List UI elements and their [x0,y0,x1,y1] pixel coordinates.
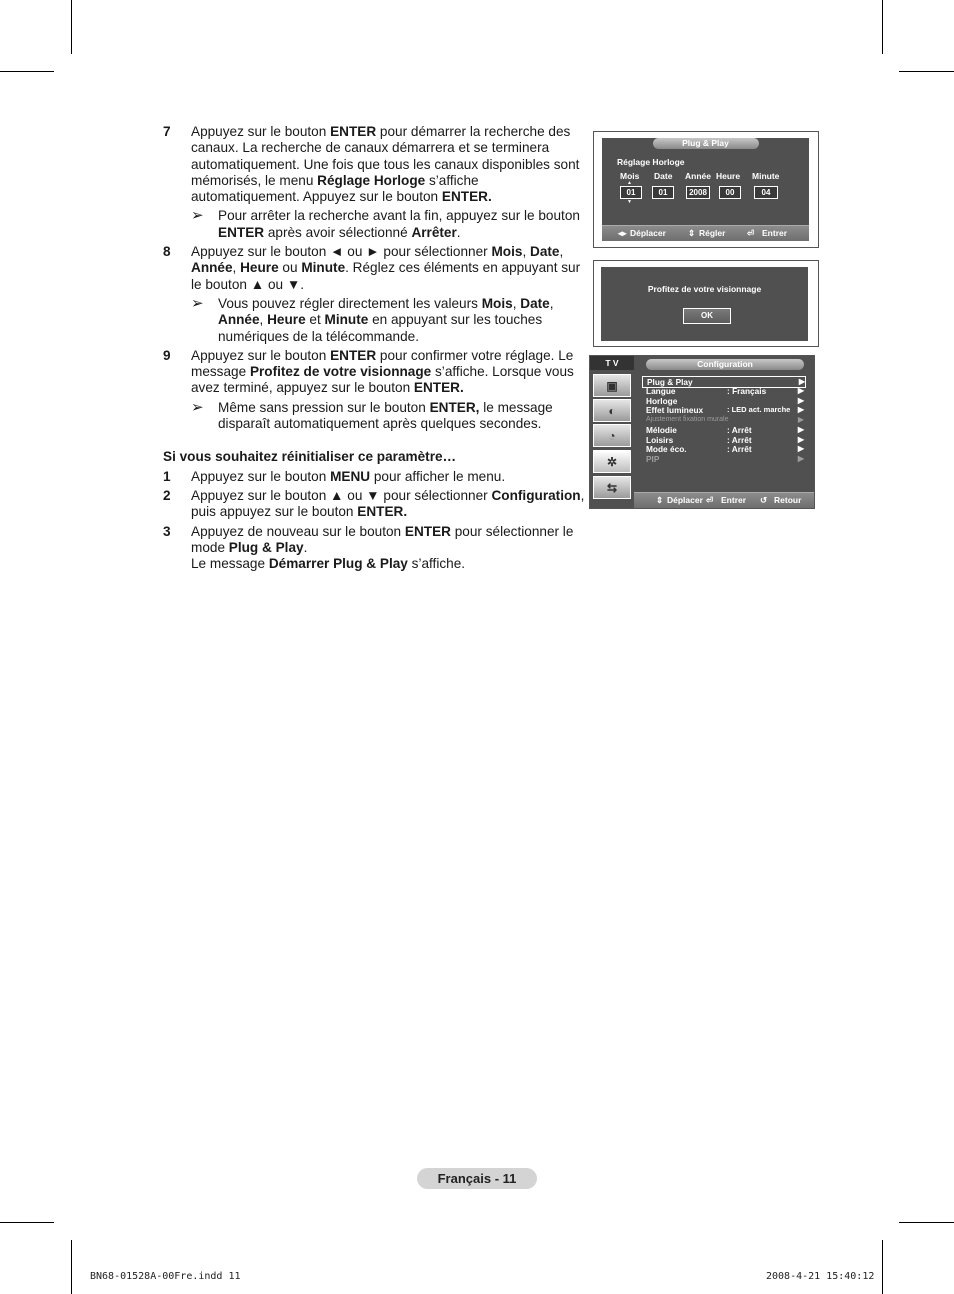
tv-tab: T V [590,356,634,370]
menu-arrow-icon: ▶ [797,454,804,463]
menu-arrow-icon: ▶ [797,415,804,424]
crop-mark [899,1222,954,1223]
sound-icon[interactable]: ◐ [593,399,631,422]
step-number: 1 [163,468,171,484]
menu-item-label: Mélodie [646,425,677,435]
step-text: Appuyez sur le bouton ◄ ou ► pour sélectionner Mois, Date, Année, Heure ou Minute. Réglez ces éléments en appuyant sur le bouton ▲ ou ▼. [191,244,581,292]
month-value[interactable]: 01 [620,186,642,199]
enter-label: Entrer [762,228,788,238]
enjoy-message-screen [593,260,819,347]
step-text: Appuyez de nouveau sur le bouton ENTER pour sélectionner le mode Plug & Play. Le message Démarrer Plug & Play s’affiche. [191,523,574,572]
step-7 [163,124,589,205]
menu-arrow-icon: ▶ [797,405,804,414]
ok-button[interactable]: OK [683,308,731,324]
move-icon: ◂▸ [618,228,627,238]
step-text: Appuyez sur le bouton ▲ ou ▼ pour sélectionner Configuration, puis appuyez sur le bouton ENTER. [191,487,585,520]
note-8 [191,296,589,345]
step-8 [163,244,589,293]
move-label: Déplacer [630,228,666,238]
step-number: 8 [163,244,171,260]
osd-title: Configuration [646,359,804,370]
configuration-menu-screen [589,355,815,509]
note-text: Même sans pression sur le bouton ENTER, le message disparaît automatiquement après quelques secondes. [218,399,553,432]
menu-item-light-effect[interactable] [642,405,804,415]
adjust-icon: ⇕ [688,228,696,238]
menu-arrow-icon: ▶ [797,444,804,453]
back-icon: ↺ [760,495,768,505]
field-label-year: Année [685,171,711,181]
reset-step-2 [163,488,589,521]
step-text: Appuyez sur le bouton ENTER pour démarrer la recherche des canaux. La recherche de canaux démarrera et se terminera automatiquement. Une fois que tous les canaux disponibles sont mémorisés, le menu Réglage Horloge s’affiche automatiquement. Appuyez sur le bouton ENTER. [191,124,580,205]
step-number: 9 [163,347,171,363]
picture-icon[interactable]: ▣ [593,374,631,397]
hour-value[interactable]: 00 [719,186,741,199]
menu-item-label: Effet lumineux [646,405,704,415]
menu-item-value: : Arrêt [727,444,752,454]
enter-icon: ⏎ [747,228,755,238]
menu-item-label: Plug & Play [647,377,693,387]
channel-icon[interactable]: ◔ [593,424,631,447]
year-value[interactable]: 2008 [686,186,710,199]
menu-arrow-icon: ▶ [798,377,805,386]
note-arrow-icon: ➢ [191,294,204,312]
note-arrow-icon: ➢ [191,207,204,225]
field-label-hour: Heure [716,171,741,181]
menu-item-value: : Français [727,386,767,396]
enter-label: Entrer [721,495,747,505]
menu-item-value: : Arrêt [727,435,752,445]
menu-item-label: Mode éco. [646,444,687,454]
note-arrow-icon: ➢ [191,398,204,416]
crop-mark [882,1240,883,1294]
menu-area [634,374,814,492]
up-arrow-icon: ▲ [627,180,632,186]
osd-subtitle: Réglage Horloge [617,157,685,167]
osd-footer [634,492,814,508]
osd-title: Plug & Play [653,138,759,149]
adjust-label: Régler [699,228,726,238]
reset-step-3 [163,524,589,573]
minute-value[interactable]: 04 [754,186,778,199]
menu-item-value: : LED act. marche [727,405,791,414]
crop-mark [882,0,883,54]
menu-item-value: : Arrêt [727,425,752,435]
osd-panel [602,138,809,241]
step-text: Appuyez sur le bouton ENTER pour confirmer votre réglage. Le message Profitez de votre visionnage s’affiche. Lorsque vous avez terminé, appuyez sur le bouton ENTER. [191,347,574,396]
menu-arrow-icon: ▶ [797,386,804,395]
input-icon[interactable]: ⇆ [593,476,631,499]
osd-panel [601,267,808,341]
step-9 [163,348,589,397]
note-text: Vous pouvez régler directement les valeurs Mois, Date, Année, Heure et Minute en appuyant sur les touches numériques de la télécommande. [218,295,554,344]
menu-item-melody[interactable] [642,425,804,435]
date-slug: 2008-4-21 15:40:12 [766,1271,875,1282]
field-label-date: Date [654,171,673,181]
step-number: 2 [163,487,171,503]
down-arrow-icon: ▼ [627,199,632,205]
step-text: Appuyez sur le bouton MENU pour afficher le menu. [191,468,506,484]
menu-item-label: Loisirs [646,435,674,445]
osd-panel [590,356,814,508]
crop-mark [71,0,72,54]
crop-mark [0,1222,54,1223]
step-number: 7 [163,124,171,139]
section-title: Si vous souhaitez réinitialiser ce paramètre… [163,449,457,465]
setup-icon[interactable]: ✲ [593,450,631,473]
menu-item-label: PIP [646,454,660,464]
note-7 [191,208,589,241]
menu-arrow-icon: ▶ [797,396,804,405]
note-9 [191,400,589,433]
field-label-month: Mois [620,171,640,181]
menu-arrow-icon: ▶ [797,425,804,434]
menu-item-label: Horloge [646,396,678,406]
step-number: 3 [163,523,171,539]
back-label: Retour [774,495,802,505]
menu-item-language[interactable] [642,386,804,396]
crop-mark [899,71,954,72]
enter-icon: ⏎ [706,495,714,505]
reset-step-1 [163,469,589,485]
move-icon: ⇕ [656,495,664,505]
menu-item-wall-mount[interactable] [642,415,804,425]
crop-mark [71,1240,72,1294]
move-label: Déplacer [667,495,703,505]
enjoy-message: Profitez de votre visionnage [647,284,762,294]
clock-setting-screen [593,131,819,248]
menu-item-pip[interactable] [642,454,804,464]
page-number-badge: Français - 11 [417,1168,537,1189]
osd-footer [602,225,809,241]
menu-arrow-icon: ▶ [797,435,804,444]
instructions-column [163,124,589,575]
field-label-minute: Minute [752,171,780,181]
menu-item-label: Ajustement fixation murale [646,416,729,423]
crop-mark [0,71,54,72]
menu-item-eco-mode[interactable] [642,444,804,454]
date-value[interactable]: 01 [652,186,674,199]
file-slug: BN68-01528A-00Fre.indd 11 [90,1271,241,1282]
menu-item-label: Langue [646,386,676,396]
note-text: Pour arrêter la recherche avant la fin, appuyez sur le bouton ENTER après avoir sélectionné Arrêter. [218,208,580,240]
